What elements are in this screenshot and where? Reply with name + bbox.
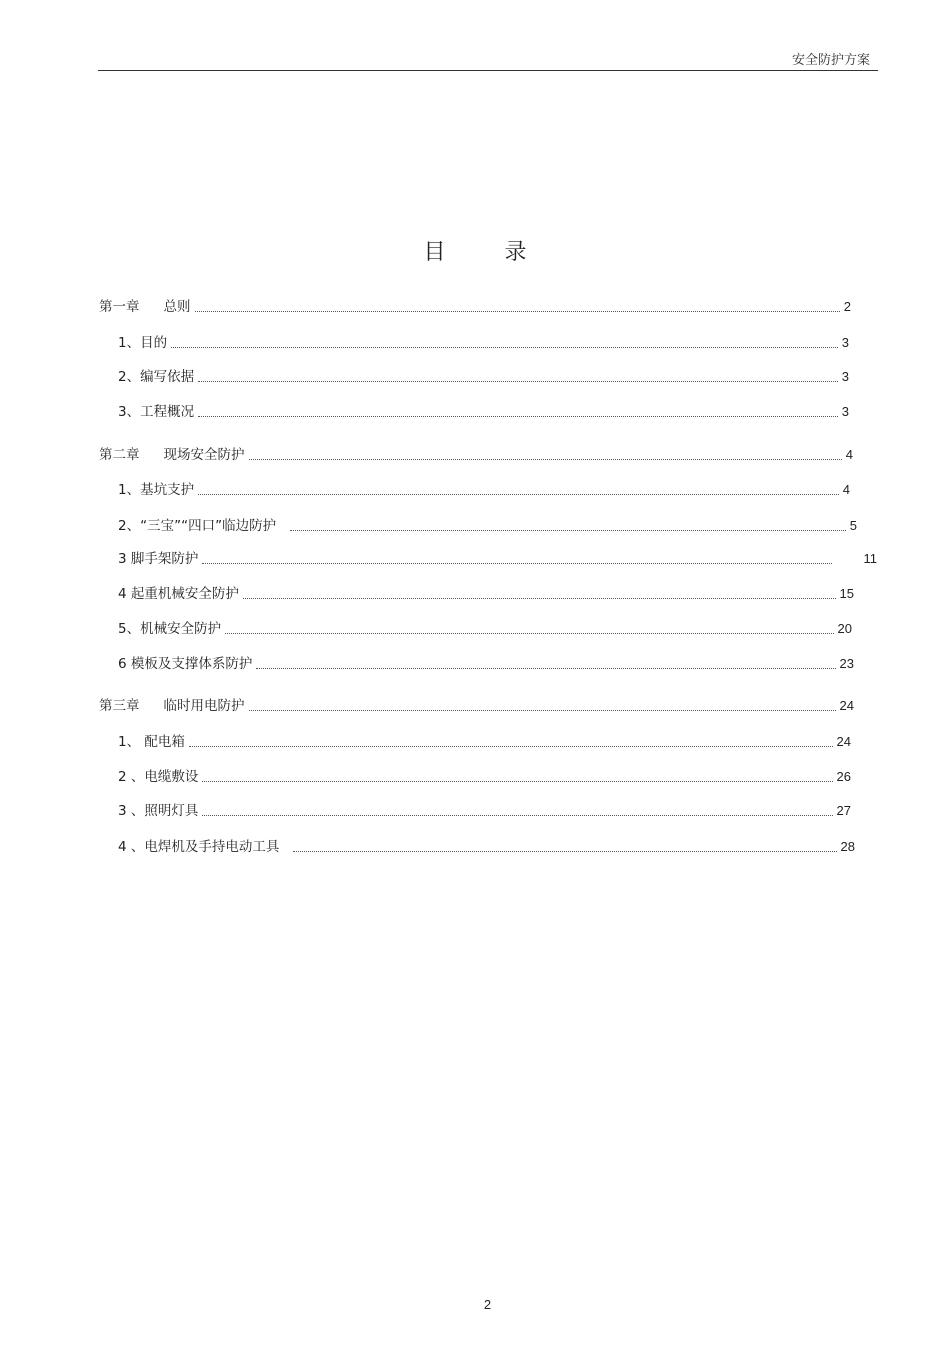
toc-item[interactable] — [118, 838, 855, 856]
dot-leader — [202, 815, 832, 816]
chapter-title: 总则 — [163, 299, 191, 315]
dot-leader — [171, 347, 838, 348]
page-ref: 4 — [845, 447, 853, 462]
toc-item[interactable] — [118, 655, 854, 673]
toc-chapter-2[interactable] — [99, 446, 853, 464]
toc-item[interactable] — [118, 733, 851, 751]
running-header: 安全防护方案 — [791, 53, 870, 68]
dot-leader — [195, 311, 840, 312]
toc-item[interactable] — [118, 620, 852, 638]
item-label: 4 起重机械安全防护 — [118, 586, 239, 602]
item-label: 1、 配电箱 — [118, 734, 185, 750]
page-ref: 3 — [841, 404, 849, 419]
dot-leader — [249, 710, 836, 711]
dot-leader — [225, 633, 833, 634]
item-label: 4 、电焊机及手持电动工具 — [118, 839, 280, 855]
page-ref: 24 — [839, 698, 854, 713]
toc-title: 目 录 — [423, 240, 553, 265]
chapter-number: 第一章 — [99, 299, 140, 315]
page-ref: 23 — [839, 656, 854, 671]
toc-item[interactable] — [118, 550, 877, 568]
page-ref: 28 — [840, 839, 855, 854]
dot-leader — [290, 530, 846, 531]
item-label: 6 模板及支撑体系防护 — [118, 656, 253, 672]
page-ref: 20 — [837, 621, 852, 636]
header-divider — [98, 70, 878, 71]
dot-leader — [198, 416, 838, 417]
item-label: 2、编写依据 — [118, 369, 195, 385]
page-ref: 3 — [841, 335, 849, 350]
page-ref: 27 — [836, 803, 851, 818]
toc-item[interactable] — [118, 334, 849, 352]
item-label: 1、基坑支护 — [118, 482, 195, 498]
dot-leader — [243, 598, 836, 599]
chapter-title: 现场安全防护 — [163, 447, 245, 463]
dot-leader — [256, 668, 835, 669]
item-label: 3 、照明灯具 — [118, 803, 199, 819]
page-ref: 26 — [836, 769, 851, 784]
page-ref: 15 — [839, 586, 854, 601]
toc-item[interactable] — [118, 403, 849, 421]
toc-item[interactable] — [118, 517, 857, 535]
toc-item[interactable] — [118, 368, 849, 386]
toc-item[interactable] — [118, 481, 850, 499]
chapter-title: 临时用电防护 — [163, 698, 245, 714]
toc-chapter-3[interactable] — [99, 697, 854, 715]
page-number: 2 — [483, 1297, 492, 1312]
dot-leader — [189, 746, 833, 747]
toc-item[interactable] — [118, 768, 851, 786]
page-ref: 5 — [849, 518, 857, 533]
item-label: 3 脚手架防护 — [118, 551, 199, 567]
toc-chapter-1[interactable] — [99, 298, 851, 316]
toc-item[interactable] — [118, 585, 854, 603]
page-ref: 3 — [841, 369, 849, 384]
dot-leader — [249, 459, 842, 460]
item-label: 2、“三宝”“四口”临边防护 — [118, 518, 277, 534]
dot-leader — [202, 781, 832, 782]
dot-leader — [293, 851, 836, 852]
dot-leader — [202, 563, 831, 564]
page-ref: 24 — [836, 734, 851, 749]
page-ref: 2 — [843, 299, 851, 314]
item-label: 1、目的 — [118, 335, 168, 351]
item-label: 5、机械安全防护 — [118, 621, 222, 637]
dot-leader — [198, 381, 838, 382]
item-label: 2 、电缆敷设 — [118, 769, 199, 785]
page-ref: 11 — [863, 551, 877, 566]
toc-item[interactable] — [118, 802, 851, 820]
item-label: 3、工程概况 — [118, 404, 195, 420]
chapter-number: 第二章 — [99, 447, 140, 463]
page-ref: 4 — [842, 482, 850, 497]
dot-leader — [198, 494, 839, 495]
chapter-number: 第三章 — [99, 698, 140, 714]
